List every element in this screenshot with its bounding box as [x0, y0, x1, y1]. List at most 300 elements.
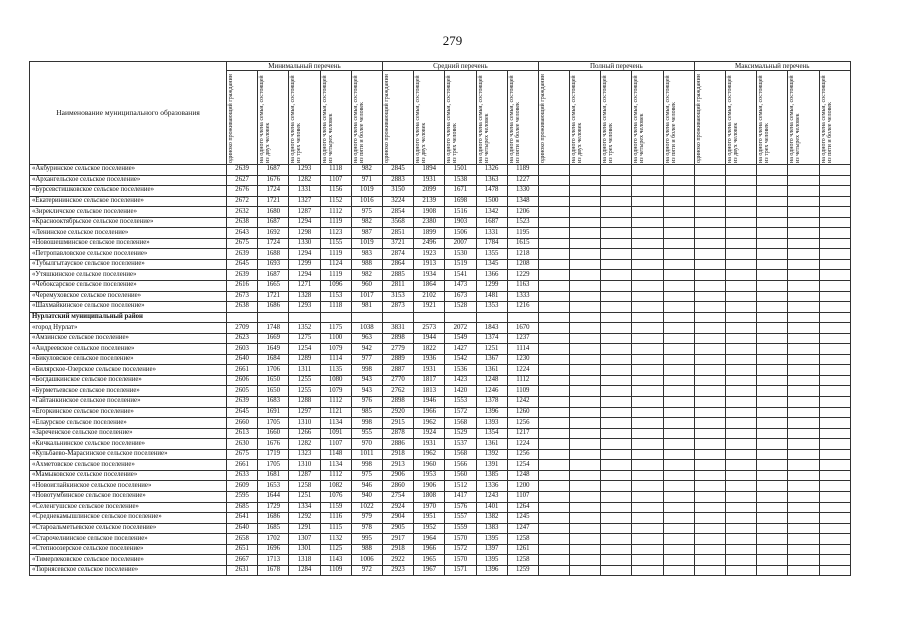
- value-cell: 1153: [320, 291, 351, 302]
- value-cell: [538, 375, 569, 386]
- value-cell: 2878: [382, 428, 413, 439]
- value-cell: 1348: [507, 196, 538, 207]
- value-cell: 1256: [507, 449, 538, 460]
- value-cell: 1261: [507, 544, 538, 555]
- municipality-name: «Бурсевстишковское сельское поселение»: [30, 186, 227, 197]
- value-cell: 1155: [320, 238, 351, 249]
- value-cell: [601, 565, 632, 576]
- value-cell: 2923: [382, 565, 413, 576]
- value-cell: 2645: [227, 407, 258, 418]
- municipality-name: «Селенгушское сельское поселение»: [30, 502, 227, 513]
- value-cell: 975: [351, 207, 382, 218]
- value-cell: [632, 302, 663, 313]
- subcolumn-header: [788, 71, 819, 165]
- value-cell: 977: [351, 354, 382, 365]
- value-cell: 1649: [258, 344, 289, 355]
- value-cell: 1116: [320, 513, 351, 524]
- value-cell: [663, 449, 694, 460]
- value-cell: [227, 312, 258, 323]
- value-cell: 978: [351, 523, 382, 534]
- value-cell: 1570: [445, 534, 476, 545]
- value-cell: 1684: [258, 354, 289, 365]
- value-cell: [819, 238, 850, 249]
- value-cell: 3224: [382, 196, 413, 207]
- value-cell: 2918: [382, 449, 413, 460]
- value-cell: 1247: [507, 523, 538, 534]
- subcolumn-label: на одного члена семьи, состоящей из пяти и более человек: [352, 75, 365, 163]
- value-cell: [320, 312, 351, 323]
- value-cell: 2762: [382, 386, 413, 397]
- value-cell: [570, 344, 601, 355]
- value-cell: [663, 407, 694, 418]
- value-cell: 1323: [289, 449, 320, 460]
- value-cell: [570, 186, 601, 197]
- municipality-name: «Бикуловское сельское поселение»: [30, 354, 227, 365]
- value-cell: [663, 217, 694, 228]
- value-cell: 2779: [382, 344, 413, 355]
- municipality-name: «Чебоксарское сельское поселение»: [30, 281, 227, 292]
- value-cell: 1354: [476, 428, 507, 439]
- value-cell: 1864: [414, 281, 445, 292]
- municipality-name: «Билярское-Озерское сельское поселение»: [30, 365, 227, 376]
- value-cell: [726, 534, 757, 545]
- municipality-name: «Кичкальнинское сельское поселение»: [30, 439, 227, 450]
- value-cell: 1016: [351, 196, 382, 207]
- value-cell: 1336: [476, 481, 507, 492]
- value-cell: [788, 523, 819, 534]
- value-cell: 1112: [507, 375, 538, 386]
- value-cell: [538, 281, 569, 292]
- value-cell: [726, 344, 757, 355]
- value-cell: [601, 175, 632, 186]
- value-cell: 1501: [445, 165, 476, 176]
- municipality-name: «Архангельское сельское поселение»: [30, 175, 227, 186]
- value-cell: [757, 165, 788, 176]
- value-cell: [726, 365, 757, 376]
- value-cell: 1134: [320, 418, 351, 429]
- value-cell: [788, 207, 819, 218]
- value-cell: [788, 165, 819, 176]
- value-cell: [570, 196, 601, 207]
- value-cell: 1686: [258, 302, 289, 313]
- value-cell: [788, 302, 819, 313]
- value-cell: [726, 175, 757, 186]
- subcolumn-label: одиноко проживающий гражданин: [539, 74, 546, 163]
- value-cell: 1962: [414, 449, 445, 460]
- value-cell: 1019: [351, 238, 382, 249]
- value-cell: 1282: [289, 439, 320, 450]
- value-cell: 1653: [258, 481, 289, 492]
- value-cell: [694, 333, 725, 344]
- value-cell: [632, 407, 663, 418]
- municipality-name: «Елаурское сельское поселение»: [30, 418, 227, 429]
- value-cell: [757, 470, 788, 481]
- value-cell: [757, 555, 788, 566]
- value-cell: [694, 555, 725, 566]
- value-cell: 1217: [507, 428, 538, 439]
- subcolumn-header: [570, 71, 601, 165]
- value-cell: [538, 354, 569, 365]
- value-cell: 1392: [476, 449, 507, 460]
- value-cell: 1114: [507, 344, 538, 355]
- value-cell: 2632: [227, 207, 258, 218]
- municipality-name: «Акбуринское сельское поселение»: [30, 165, 227, 176]
- value-cell: [570, 259, 601, 270]
- value-cell: 1401: [476, 502, 507, 513]
- value-cell: 1038: [351, 323, 382, 334]
- value-cell: [819, 186, 850, 197]
- value-cell: [538, 207, 569, 218]
- value-cell: 1112: [320, 397, 351, 408]
- value-cell: 2658: [227, 534, 258, 545]
- subcolumn-label: одиноко проживающий гражданин: [228, 74, 234, 163]
- value-cell: 1011: [351, 449, 382, 460]
- value-cell: 1246: [476, 386, 507, 397]
- value-cell: [601, 281, 632, 292]
- value-cell: [726, 186, 757, 197]
- subcolumn-header: [507, 71, 538, 165]
- value-cell: [570, 555, 601, 566]
- subcolumn-label: на одного члена семьи, состоящей из трех человек: [290, 75, 303, 163]
- value-cell: [788, 565, 819, 576]
- value-cell: 1931: [414, 439, 445, 450]
- value-cell: [788, 270, 819, 281]
- value-cell: 2639: [227, 270, 258, 281]
- value-cell: [663, 175, 694, 186]
- value-cell: 1687: [258, 165, 289, 176]
- value-cell: 1427: [445, 344, 476, 355]
- value-cell: [445, 312, 476, 323]
- value-cell: 2595: [227, 491, 258, 502]
- value-cell: 1114: [320, 354, 351, 365]
- value-cell: 2102: [414, 291, 445, 302]
- value-cell: [788, 386, 819, 397]
- value-cell: 1473: [445, 281, 476, 292]
- value-cell: [632, 428, 663, 439]
- value-cell: [538, 365, 569, 376]
- municipality-name: «Зирекличское сельское поселение»: [30, 207, 227, 218]
- value-cell: [632, 333, 663, 344]
- value-cell: [601, 523, 632, 534]
- value-cell: [788, 312, 819, 323]
- value-cell: 2904: [382, 513, 413, 524]
- value-cell: 2640: [227, 354, 258, 365]
- value-cell: 1361: [476, 439, 507, 450]
- value-cell: [726, 407, 757, 418]
- value-cell: [538, 259, 569, 270]
- subcolumn-label: на одного члена семьи, состоящей из пяти и более человек: [820, 75, 833, 163]
- value-cell: [632, 259, 663, 270]
- municipality-name: «Краснооктябрьское сельское поселение»: [30, 217, 227, 228]
- value-cell: [788, 291, 819, 302]
- value-cell: 1687: [258, 270, 289, 281]
- value-cell: 1931: [414, 365, 445, 376]
- value-cell: 1148: [320, 449, 351, 460]
- value-cell: [663, 365, 694, 376]
- municipality-name: «Амзинское сельское поселение»: [30, 333, 227, 344]
- table-row: [30, 470, 851, 481]
- value-cell: 943: [351, 375, 382, 386]
- value-cell: [632, 481, 663, 492]
- table-body: [30, 165, 851, 576]
- value-cell: [694, 344, 725, 355]
- value-cell: [694, 312, 725, 323]
- table-row: [30, 228, 851, 239]
- value-cell: 1163: [507, 281, 538, 292]
- value-cell: [570, 365, 601, 376]
- value-cell: [757, 302, 788, 313]
- subcolumn-header: [351, 71, 382, 165]
- value-cell: [570, 228, 601, 239]
- value-cell: [694, 323, 725, 334]
- subcolumn-label: на одного члена семьи, состоящей из двух человек: [571, 75, 584, 163]
- value-cell: 998: [351, 460, 382, 471]
- value-cell: [726, 354, 757, 365]
- value-cell: [601, 470, 632, 481]
- value-cell: [632, 555, 663, 566]
- value-cell: [601, 397, 632, 408]
- value-cell: [570, 565, 601, 576]
- value-cell: [570, 354, 601, 365]
- value-cell: 2099: [414, 186, 445, 197]
- value-cell: 2913: [382, 460, 413, 471]
- value-cell: 1079: [320, 344, 351, 355]
- value-cell: [819, 418, 850, 429]
- value-cell: [726, 375, 757, 386]
- subsistence-table: [29, 61, 851, 576]
- subcolumn-header: [445, 71, 476, 165]
- value-cell: [788, 470, 819, 481]
- value-cell: [694, 165, 725, 176]
- table-row: [30, 365, 851, 376]
- value-cell: 1293: [289, 165, 320, 176]
- value-cell: [694, 217, 725, 228]
- municipality-name: «Бурметьевское сельское поселение»: [30, 386, 227, 397]
- value-cell: 2920: [382, 407, 413, 418]
- value-cell: 1576: [445, 502, 476, 513]
- value-cell: [694, 513, 725, 524]
- municipality-name: «Ахметовское сельское поселение»: [30, 460, 227, 471]
- value-cell: 1331: [289, 186, 320, 197]
- value-cell: 2886: [382, 439, 413, 450]
- subcolumn-label: одиноко проживающий гражданин: [383, 74, 390, 163]
- value-cell: 1307: [289, 534, 320, 545]
- value-cell: [694, 196, 725, 207]
- value-cell: [788, 428, 819, 439]
- value-cell: 1923: [414, 249, 445, 260]
- subcolumn-label: на одного члена семьи, состоящей из трех человек: [602, 75, 615, 163]
- value-cell: 2922: [382, 555, 413, 566]
- value-cell: [538, 513, 569, 524]
- value-cell: [538, 344, 569, 355]
- subcolumn-header: [819, 71, 850, 165]
- value-cell: 979: [351, 513, 382, 524]
- value-cell: 2854: [382, 207, 413, 218]
- value-cell: [601, 375, 632, 386]
- value-cell: [694, 534, 725, 545]
- value-cell: [538, 228, 569, 239]
- value-cell: 1022: [351, 502, 382, 513]
- value-cell: [757, 481, 788, 492]
- value-cell: 955: [351, 428, 382, 439]
- value-cell: 3150: [382, 186, 413, 197]
- value-cell: [819, 365, 850, 376]
- value-cell: [663, 333, 694, 344]
- value-cell: 982: [351, 270, 382, 281]
- table-row: [30, 555, 851, 566]
- value-cell: [538, 523, 569, 534]
- value-cell: [757, 228, 788, 239]
- value-cell: [757, 323, 788, 334]
- value-cell: [819, 344, 850, 355]
- value-cell: 1706: [258, 365, 289, 376]
- value-cell: 1125: [320, 544, 351, 555]
- value-cell: 2898: [382, 333, 413, 344]
- value-cell: 1671: [445, 186, 476, 197]
- value-cell: [788, 259, 819, 270]
- value-cell: 2609: [227, 481, 258, 492]
- value-cell: [819, 375, 850, 386]
- value-cell: 1006: [351, 555, 382, 566]
- value-cell: [601, 302, 632, 313]
- group-header-maximal: Максимальный перечень: [694, 62, 850, 71]
- value-cell: [757, 407, 788, 418]
- value-cell: 1931: [414, 175, 445, 186]
- value-cell: [757, 439, 788, 450]
- value-cell: 1363: [476, 175, 507, 186]
- value-cell: 1705: [258, 418, 289, 429]
- value-cell: [632, 249, 663, 260]
- value-cell: [570, 302, 601, 313]
- value-cell: 1396: [476, 407, 507, 418]
- value-cell: 1899: [414, 228, 445, 239]
- value-cell: [788, 513, 819, 524]
- value-cell: 2627: [227, 175, 258, 186]
- value-cell: [788, 344, 819, 355]
- value-cell: [726, 470, 757, 481]
- value-cell: [570, 207, 601, 218]
- table-row: [30, 544, 851, 555]
- value-cell: 1124: [320, 259, 351, 270]
- section-row: [30, 312, 851, 323]
- table-row: [30, 302, 851, 313]
- value-cell: 1660: [258, 428, 289, 439]
- value-cell: 1721: [258, 291, 289, 302]
- value-cell: [601, 354, 632, 365]
- value-cell: [538, 460, 569, 471]
- value-cell: [757, 238, 788, 249]
- value-cell: 2770: [382, 375, 413, 386]
- table-row: [30, 217, 851, 228]
- value-cell: [788, 238, 819, 249]
- value-cell: 1342: [476, 207, 507, 218]
- value-cell: 2709: [227, 323, 258, 334]
- value-cell: [726, 333, 757, 344]
- value-cell: [663, 386, 694, 397]
- value-cell: [757, 270, 788, 281]
- value-cell: [538, 544, 569, 555]
- value-cell: [694, 470, 725, 481]
- value-cell: 1970: [414, 502, 445, 513]
- value-cell: [601, 386, 632, 397]
- value-cell: 1156: [320, 186, 351, 197]
- value-cell: [694, 449, 725, 460]
- value-cell: [757, 207, 788, 218]
- value-cell: [601, 449, 632, 460]
- value-cell: 1206: [507, 207, 538, 218]
- value-cell: 1019: [351, 186, 382, 197]
- value-cell: [819, 249, 850, 260]
- table-row: [30, 281, 851, 292]
- value-cell: 1107: [507, 491, 538, 502]
- value-cell: 1557: [445, 513, 476, 524]
- value-cell: 1287: [289, 207, 320, 218]
- value-cell: [694, 397, 725, 408]
- value-cell: [538, 323, 569, 334]
- value-cell: [538, 270, 569, 281]
- value-cell: 3721: [382, 238, 413, 249]
- value-cell: [757, 502, 788, 513]
- value-cell: [694, 502, 725, 513]
- value-cell: 975: [351, 470, 382, 481]
- value-cell: [632, 449, 663, 460]
- value-cell: 1678: [258, 565, 289, 576]
- value-cell: 2641: [227, 513, 258, 524]
- value-cell: [694, 491, 725, 502]
- value-cell: 1683: [258, 397, 289, 408]
- subcolumn-header: [227, 71, 258, 165]
- value-cell: [757, 449, 788, 460]
- value-cell: [757, 196, 788, 207]
- value-cell: 1200: [507, 481, 538, 492]
- value-cell: 1713: [258, 555, 289, 566]
- value-cell: 1673: [445, 291, 476, 302]
- value-cell: 1944: [414, 333, 445, 344]
- group-header-average: Средний перечень: [382, 62, 538, 71]
- value-cell: [694, 175, 725, 186]
- municipality-name: «Егоркинское сельское поселение»: [30, 407, 227, 418]
- value-cell: 1109: [320, 565, 351, 576]
- table-row: [30, 386, 851, 397]
- value-cell: 1681: [258, 470, 289, 481]
- value-cell: 1908: [414, 207, 445, 218]
- value-cell: 1516: [445, 207, 476, 218]
- value-cell: [726, 228, 757, 239]
- value-cell: [663, 491, 694, 502]
- value-cell: 1481: [476, 291, 507, 302]
- value-cell: 1224: [507, 365, 538, 376]
- value-cell: [570, 291, 601, 302]
- value-cell: [819, 165, 850, 176]
- table-row: [30, 449, 851, 460]
- value-cell: [601, 238, 632, 249]
- value-cell: 1245: [507, 513, 538, 524]
- municipality-name: «Среднекамышлинское сельское поселение»: [30, 513, 227, 524]
- value-cell: 2885: [382, 270, 413, 281]
- value-cell: [538, 397, 569, 408]
- value-cell: [538, 418, 569, 429]
- value-cell: 1224: [507, 439, 538, 450]
- value-cell: 1423: [445, 375, 476, 386]
- group-header-minimal: Минимальный перечень: [227, 62, 383, 71]
- value-cell: [819, 470, 850, 481]
- value-cell: [632, 270, 663, 281]
- value-cell: [819, 175, 850, 186]
- table-row: [30, 418, 851, 429]
- municipality-name: «Староальметьевское сельское поселение»: [30, 523, 227, 534]
- value-cell: [632, 281, 663, 292]
- value-cell: 1559: [445, 523, 476, 534]
